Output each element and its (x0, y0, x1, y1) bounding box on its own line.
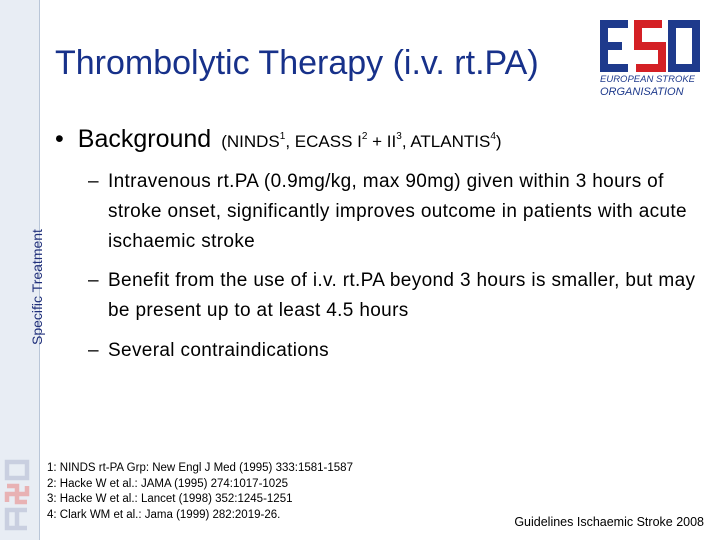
logo-letter-e (604, 24, 628, 68)
sub-text: Intravenous rt.PA (0.9mg/kg, max 90mg) given within 3 hours of stroke onset, significantly improves outcome in patients with acute ischaemic stroke (108, 171, 687, 252)
logo-letter-s (636, 24, 662, 68)
footnote: 3: Hacke W et al.: Lancet (1998) 352:1245-1251 (47, 493, 293, 506)
sub-text: Several contraindications (108, 340, 330, 361)
sub-dash: – (88, 270, 99, 291)
sub-item (88, 266, 703, 326)
bullet-text: Background (77, 125, 212, 153)
footer-text: Guidelines Ischaemic Stroke 2008 (514, 515, 704, 529)
logo-letter-o (672, 24, 696, 68)
eso-small-letter-e (7, 510, 27, 528)
eso-small-letter-o (7, 462, 27, 478)
footnote: 2: Hacke W et al.: JAMA (1995) 274:1017-1025 (47, 477, 288, 490)
footnotes (47, 461, 353, 524)
sub-dash: – (88, 340, 99, 361)
sub-item (88, 167, 703, 257)
eso-logo (598, 18, 702, 100)
sub-text: Benefit from the use of i.v. rt.PA beyond 3 hours is smaller, but may be present up to at least 4.5 hours (108, 270, 696, 321)
slide-title: Thrombolytic Therapy (i.v. rt.PA) (55, 44, 539, 82)
sub-dash: – (88, 171, 99, 192)
logo-line-1: EUROPEAN STROKE (600, 74, 696, 85)
section-label: Specific Treatment (29, 229, 45, 345)
sub-item (88, 336, 703, 366)
logo-line-2: ORGANISATION (600, 86, 684, 98)
bullet-background (55, 125, 502, 154)
bullet-refs: (NINDS$^1$, ECASS $I^2 + II^3$, ATLANTIS$^4$) (221, 131, 502, 151)
footnote: 4: Clark WM et al.: Jama (1999) 282:2019-26. (47, 509, 281, 522)
eso-small-letter-s (7, 486, 27, 502)
bullet-dot: • (55, 125, 64, 153)
footnote: 1: NINDS rt-PA Grp: New Engl J Med (1995) 333:1581-1587 (47, 462, 353, 474)
eso-vertical-logo (3, 456, 31, 532)
